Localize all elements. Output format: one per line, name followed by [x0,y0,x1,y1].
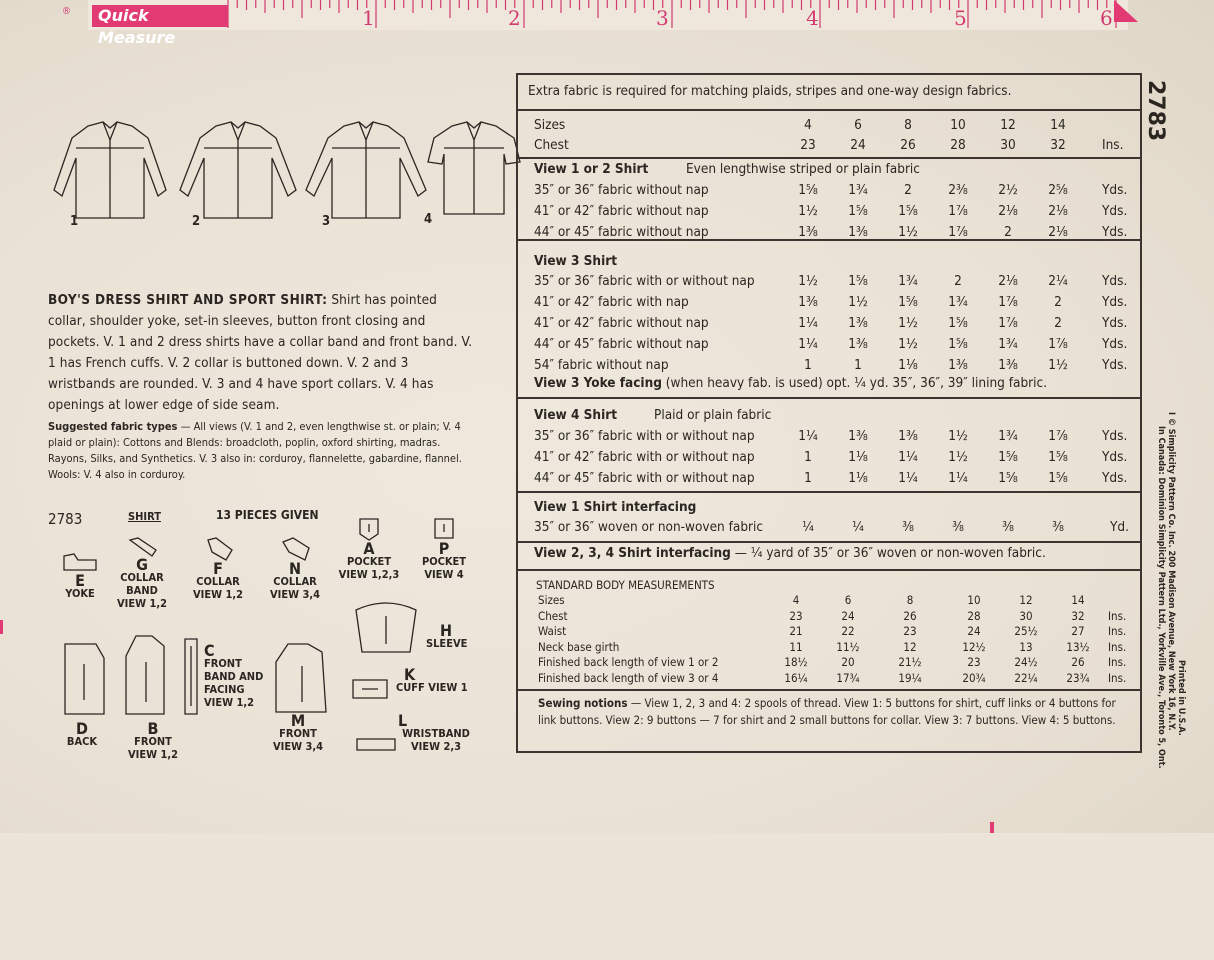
view1-interfacing-heading: View 1 Shirt interfacing [534,499,697,515]
cell-value: 1½ [848,294,868,310]
cell-value: 1¼ [948,470,968,486]
pattern-piece-B [118,719,188,761]
notions-body: — View 1, 2, 3 and 4: 2 spools of thread. View 1: 5 buttons for shirt, cuff links or 4 buttons for link buttons. View 2: 9 buttons — 7 for shirt and 2 small buttons for collar. View 3: 7 buttons. View 4: 5 buttons. [538,696,1116,727]
cell-value: 23 [967,655,981,669]
view234-interfacing-row [534,545,1046,561]
sizes-label: Sizes [534,117,566,133]
pattern-piece-E [50,552,110,600]
cell-value: 24½ [1014,655,1038,669]
pattern-piece-K [396,665,476,694]
piece-name: FRONT BAND AND FACING [204,657,264,696]
edge-mark [990,822,994,833]
piece-letter: P [438,539,450,558]
divider [518,239,1140,241]
divider [518,569,1140,571]
cell-value: 20 [841,655,855,669]
cell-value: 1½ [798,203,818,219]
cell-value: 12 [1000,117,1016,133]
cell-value: 1½ [948,428,968,444]
cell-value: 1 [854,357,862,373]
cell-value: 1⅜ [898,428,918,444]
unit-yd: Yd. [1110,519,1129,535]
cell-value: 1¼ [898,470,918,486]
piece-letter: F [213,559,223,578]
view3-heading: View 3 Shirt [534,253,618,269]
cell-value: 1⅜ [798,224,818,240]
ruler-number: 4 [806,6,819,30]
cell-value: 1⅜ [948,357,968,373]
piece-letter: D [76,719,88,738]
cell-value: 2 [1004,224,1012,240]
piece-letter: L [398,711,408,730]
cell-value: 4 [792,593,800,607]
edge-mark [0,620,3,634]
copyright-line: I © Simplicity Pattern Co. Inc. 200 Madison Avenue, New York 16, N.Y. [1166,412,1176,731]
cell-value: 1½ [898,336,918,352]
shirt-views-illustration [48,118,528,238]
pattern-piece-D [58,719,106,748]
piece-view: VIEW 1,2 [117,597,167,610]
pattern-piece-L [396,711,476,753]
cell-value: 1⅞ [998,294,1018,310]
piece-name: POCKET [421,555,467,568]
cell-value: 6 [844,593,852,607]
pattern-piece-H [426,621,468,650]
cell-value: 1½ [898,315,918,331]
unit-ins: Ins. [1108,655,1127,669]
piece-letter: N [288,559,302,578]
pattern-piece-C [204,641,264,709]
piece-letter: G [136,555,148,574]
unit-yds: Yds. [1102,182,1128,198]
figure-number: 2 [192,214,201,229]
figure-number: 3 [322,214,331,229]
cell-value: 22¼ [1014,670,1038,685]
piece-name: SLEEVE [426,637,468,650]
body-measurement-label: Sizes [538,593,565,607]
cell-value: 1⅛ [848,449,868,465]
cell-value: 10 [967,593,981,607]
cell-value: 28 [950,137,966,153]
cell-value: 1⅞ [1048,428,1068,444]
cell-value: 2⅛ [1048,203,1068,219]
piece-view: VIEW 1,2 [204,696,254,709]
view12-subheading: Even lengthwise striped or plain fabric [686,161,920,177]
cell-value: 1½ [798,273,818,289]
fabric-width-label: 44″ or 45″ fabric without nap [534,336,709,352]
fabric-width-label: 35″ or 36″ fabric with or without nap [534,273,755,289]
piece-name: COLLAR [196,575,240,588]
pattern-piece-P [412,516,476,581]
cell-value: 32 [1071,608,1085,623]
cell-value: 1⅜ [798,294,818,310]
cell-value: 1⅝ [898,294,918,310]
cell-value: 1⅝ [948,336,968,352]
ruler-end-arrow [1114,0,1138,22]
cell-value: ⅜ [1052,519,1064,535]
cell-value: 1⅞ [998,315,1018,331]
cell-value: 2 [1054,315,1062,331]
piece-view: VIEW 4 [424,568,464,581]
cell-value: 1⅞ [948,224,968,240]
cell-value: 1¼ [798,315,818,331]
view3-yoke-row [534,375,1047,391]
divider [518,541,1140,543]
body-measurement-label: Chest [538,608,568,623]
cell-value: 1⅜ [848,428,868,444]
notions-lead: Sewing notions [538,696,628,710]
cell-value: 1⅛ [848,470,868,486]
pieces-pattern-number: 2783 [48,510,83,528]
piece-letter: E [75,571,85,590]
fabric-width-label: 41″ or 42″ fabric without nap [534,315,709,331]
piece-view: VIEW 1,2 [128,748,178,761]
front-piece-icon [122,632,170,718]
cell-value: 1⅜ [998,357,1018,373]
cell-value: 13½ [1066,639,1090,654]
figure-number: 1 [70,214,79,229]
cell-value: 14 [1071,593,1085,607]
cell-value: 1⅜ [848,315,868,331]
unit-yds: Yds. [1102,428,1128,444]
cell-value: 1⅝ [998,449,1018,465]
cell-value: 8 [906,593,914,607]
unit-yds: Yds. [1102,273,1128,289]
body-measurement-label: Waist [538,624,567,638]
figure-number: 4 [424,212,433,227]
cell-value: 1¾ [898,273,918,289]
description-lead: BOY'S DRESS SHIRT AND SPORT SHIRT: [48,292,328,308]
view234-interfacing-heading: View 2, 3, 4 Shirt interfacing [534,545,731,561]
unit-yds: Yds. [1102,470,1128,486]
cell-value: 26 [1071,655,1085,669]
cell-value: 23 [800,137,816,153]
piece-name: CUFF [396,681,425,694]
quick-measure-ruler [88,0,1128,30]
cell-value: 1 [804,449,812,465]
piece-letter: H [439,621,453,640]
piece-name: POCKET [346,555,392,568]
fabric-width-label: 44″ or 45″ fabric without nap [534,224,709,240]
fabric-width-label: 44″ or 45″ fabric with or without nap [534,470,755,486]
cell-value: 8 [904,117,912,133]
ruler-number: 1 [362,6,375,30]
cell-value: 24 [967,624,981,638]
ruler-label: Quick Measure [92,5,228,27]
cell-value: 1⅝ [848,203,868,219]
piece-view: VIEW 1 [428,681,468,694]
piece-name: BACK [66,735,98,748]
pattern-number-vertical: 2783 [1143,80,1168,142]
piece-letter: B [147,719,159,738]
cell-value: 1¾ [948,294,968,310]
cell-value: 1⅛ [898,357,918,373]
extra-fabric-note: Extra fabric is required for matching plaids, stripes and one-way design fabrics. [528,83,1012,99]
cell-value: 2¼ [1048,273,1068,289]
cell-value: ⅜ [952,519,964,535]
cell-value: 1¾ [998,336,1018,352]
cell-value: 1 [804,357,812,373]
cell-value: 21½ [898,655,922,669]
piece-name: COLLAR BAND [120,571,164,597]
cell-value: 21 [789,624,803,638]
sleeve-piece-icon [350,600,422,658]
cell-value: 32 [1050,137,1066,153]
fabric-width-label: 41″ or 42″ fabric with or without nap [534,449,755,465]
cell-value: 22 [841,624,855,638]
view234-interfacing-text: — ¼ yard of 35″ or 36″ woven or non-woven fabric. [734,545,1046,561]
piece-name: COLLAR [273,575,317,588]
piece-letter: M [290,711,306,730]
piece-view: VIEW 2,3 [411,740,461,753]
view4-heading: View 4 Shirt [534,407,618,423]
pieces-count: 13 PIECES GIVEN [216,508,319,522]
cell-value: 18½ [784,655,808,669]
fabric-width-label: 41″ or 42″ fabric with nap [534,294,689,310]
canada-line: In Canada: Dominion Simplicity Pattern Ltd., Yorkville Ave., Toronto 5, Ont. [1156,426,1166,769]
fabric-types-body: — All views (V. 1 and 2, even lengthwise st. or plain; V. 4 plaid or plain): Cottons and Blends: broadcloth, poplin, oxford shirting, madras. Rayons, Silks, and Synthetics. V. 3 also in: corduroy, flannelette, gabardine, flannel. Wools: V. 4 also in corduroy. [48,420,462,481]
unit-ins: Ins. [1108,624,1127,638]
fabric-width-label: 35″ or 36″ fabric without nap [534,182,709,198]
view4-subheading: Plaid or plain fabric [654,407,772,423]
cell-value: 1⅝ [848,273,868,289]
cell-value: 13 [1019,639,1033,654]
cell-value: 27 [1071,624,1085,638]
cell-value: 30 [1019,608,1033,623]
cell-value: 24 [850,137,866,153]
piece-name: YOKE [65,587,95,600]
registered-mark: ® [62,6,71,17]
pattern-piece-N [262,536,328,601]
cell-value: 6 [854,117,862,133]
yardage-chart [516,73,1142,753]
fabric-width-label: 41″ or 42″ fabric without nap [534,203,709,219]
body-measurements-heading: STANDARD BODY MEASUREMENTS [536,578,715,592]
cell-value: 1⅝ [898,203,918,219]
cell-value: 2 [904,182,912,198]
cell-value: 1¼ [898,449,918,465]
cell-value: 1⅞ [1048,336,1068,352]
cell-value: 1⅝ [1048,449,1068,465]
ruler-number: 5 [954,6,967,30]
fabric-width-label: 35″ or 36″ woven or non-woven fabric [534,519,764,535]
cell-value: 1¼ [798,336,818,352]
unit-yds: Yds. [1102,449,1128,465]
pattern-piece-M [266,711,330,753]
cell-value: 16¼ [784,670,808,685]
cell-value: 11 [789,639,803,654]
body-measurement-label: Neck base girth [538,639,620,654]
piece-letter: A [363,539,375,558]
fabric-types-lead: Suggested fabric types [48,420,178,433]
cell-value: 14 [1050,117,1066,133]
cell-value: 12½ [962,639,986,654]
cell-value: 1 [804,470,812,486]
unit-ins: Ins. [1108,608,1127,623]
sport-front-piece-icon [272,640,330,716]
unit-yds: Yds. [1102,315,1128,331]
cuff-piece-icon [350,676,390,702]
cell-value: 2 [954,273,962,289]
cell-value: 28 [967,608,981,623]
cell-value: 26 [903,608,917,623]
unit-ins: Ins. [1102,137,1124,153]
view12-heading: View 1 or 2 Shirt [534,161,649,177]
cell-value: 4 [804,117,812,133]
description-body: Shirt has pointed collar, shoulder yoke, set-in sleeves, button front closing and pockets. V. 1 and 2 dress shirts have a collar band and front band. V. 1 has French cuffs. V. 2 collar is buttoned down. V. 2 and 3 wristbands are rounded. V. 3 and 4 have sport collars. V. 4 has openings at lower edge of side seam. [48,292,473,413]
cell-value: 10 [950,117,966,133]
piece-view: VIEW 3,4 [270,588,320,601]
pieces-type: SHIRT [128,510,161,523]
body-measurement-label: Finished back length of view 1 or 2 [538,655,719,669]
cell-value: 1⅞ [948,203,968,219]
cell-value: 23¾ [1066,670,1090,685]
cell-value: 1½ [898,224,918,240]
sewing-notions [538,695,1128,729]
cell-value: 11½ [836,639,860,654]
view3-yoke-text: (when heavy fab. is used) opt. ¼ yd. 35″, 36″, 39″ lining fabric. [665,375,1048,391]
divider [518,109,1140,111]
unit-yds: Yds. [1102,224,1128,240]
cell-value: ⅜ [902,519,914,535]
front-band-piece-icon [182,636,200,718]
fabric-width-label: 54″ fabric without nap [534,357,669,373]
wristband-piece-icon [354,736,398,754]
garment-description [48,290,478,416]
ruler-number: 6 [1100,6,1113,30]
cell-value: 17¾ [836,670,860,685]
pattern-piece-A [334,516,404,581]
cell-value: ¼ [852,519,864,535]
piece-letter: C [204,641,215,660]
divider [518,689,1140,691]
cell-value: 2⅜ [948,182,968,198]
piece-letter: K [404,665,416,684]
cell-value: 1⅜ [848,336,868,352]
piece-view: VIEW 1,2,3 [338,568,400,581]
suggested-fabric-types [48,419,478,483]
cell-value: 1⅝ [948,315,968,331]
fabric-width-label: 35″ or 36″ fabric with or without nap [534,428,755,444]
cell-value: 30 [1000,137,1016,153]
back-piece-icon [62,640,108,718]
printed-in-usa: Printed in U.S.A. [1176,660,1186,736]
unit-ins: Ins. [1108,670,1127,685]
unit-yds: Yds. [1102,336,1128,352]
unit-ins: Ins. [1108,639,1127,654]
view3-yoke-heading: View 3 Yoke facing [534,375,662,391]
ruler-number: 3 [656,6,669,30]
divider [518,157,1140,159]
cell-value: 1½ [1048,357,1068,373]
piece-view: VIEW 3,4 [273,740,323,753]
pattern-piece-G [110,536,174,610]
unit-yds: Yds. [1102,203,1128,219]
cell-value: 12 [1019,593,1033,607]
cell-value: 25½ [1014,624,1038,638]
cell-value: 1¼ [798,428,818,444]
cell-value: 1⅜ [848,224,868,240]
cell-value: 12 [903,639,917,654]
cell-value: ¼ [802,519,814,535]
ruler-number: 2 [508,6,521,30]
cell-value: ⅜ [1002,519,1014,535]
ruler-ticks [88,0,1128,30]
cell-value: 1⅝ [1048,470,1068,486]
cell-value: 2 [1054,294,1062,310]
cell-value: 24 [841,608,855,623]
piece-view: VIEW 1,2 [193,588,243,601]
cell-value: 2⅛ [998,273,1018,289]
piece-name: FRONT [134,735,172,748]
cell-value: 26 [900,137,916,153]
piece-name: FRONT [279,727,317,740]
cell-value: 2⅝ [1048,182,1068,198]
cell-value: 1¾ [998,428,1018,444]
cell-value: 2½ [998,182,1018,198]
chest-label: Chest [534,137,569,153]
divider [518,491,1140,493]
cell-value: 1¾ [848,182,868,198]
cell-value: 1⅝ [798,182,818,198]
cell-value: 23 [789,608,803,623]
unit-yds: Yds. [1102,294,1128,310]
divider [518,397,1140,399]
body-measurement-label: Finished back length of view 3 or 4 [538,670,719,685]
cell-value: 19¼ [898,670,922,685]
cell-value: 1⅝ [998,470,1018,486]
cell-value: 2⅛ [1048,224,1068,240]
cell-value: 2⅛ [998,203,1018,219]
piece-name: WRISTBAND [402,727,470,740]
cell-value: 1½ [948,449,968,465]
cell-value: 20¾ [962,670,986,685]
unit-yds: Yds. [1102,357,1128,373]
pattern-piece-F [188,536,248,601]
cell-value: 23 [903,624,917,638]
